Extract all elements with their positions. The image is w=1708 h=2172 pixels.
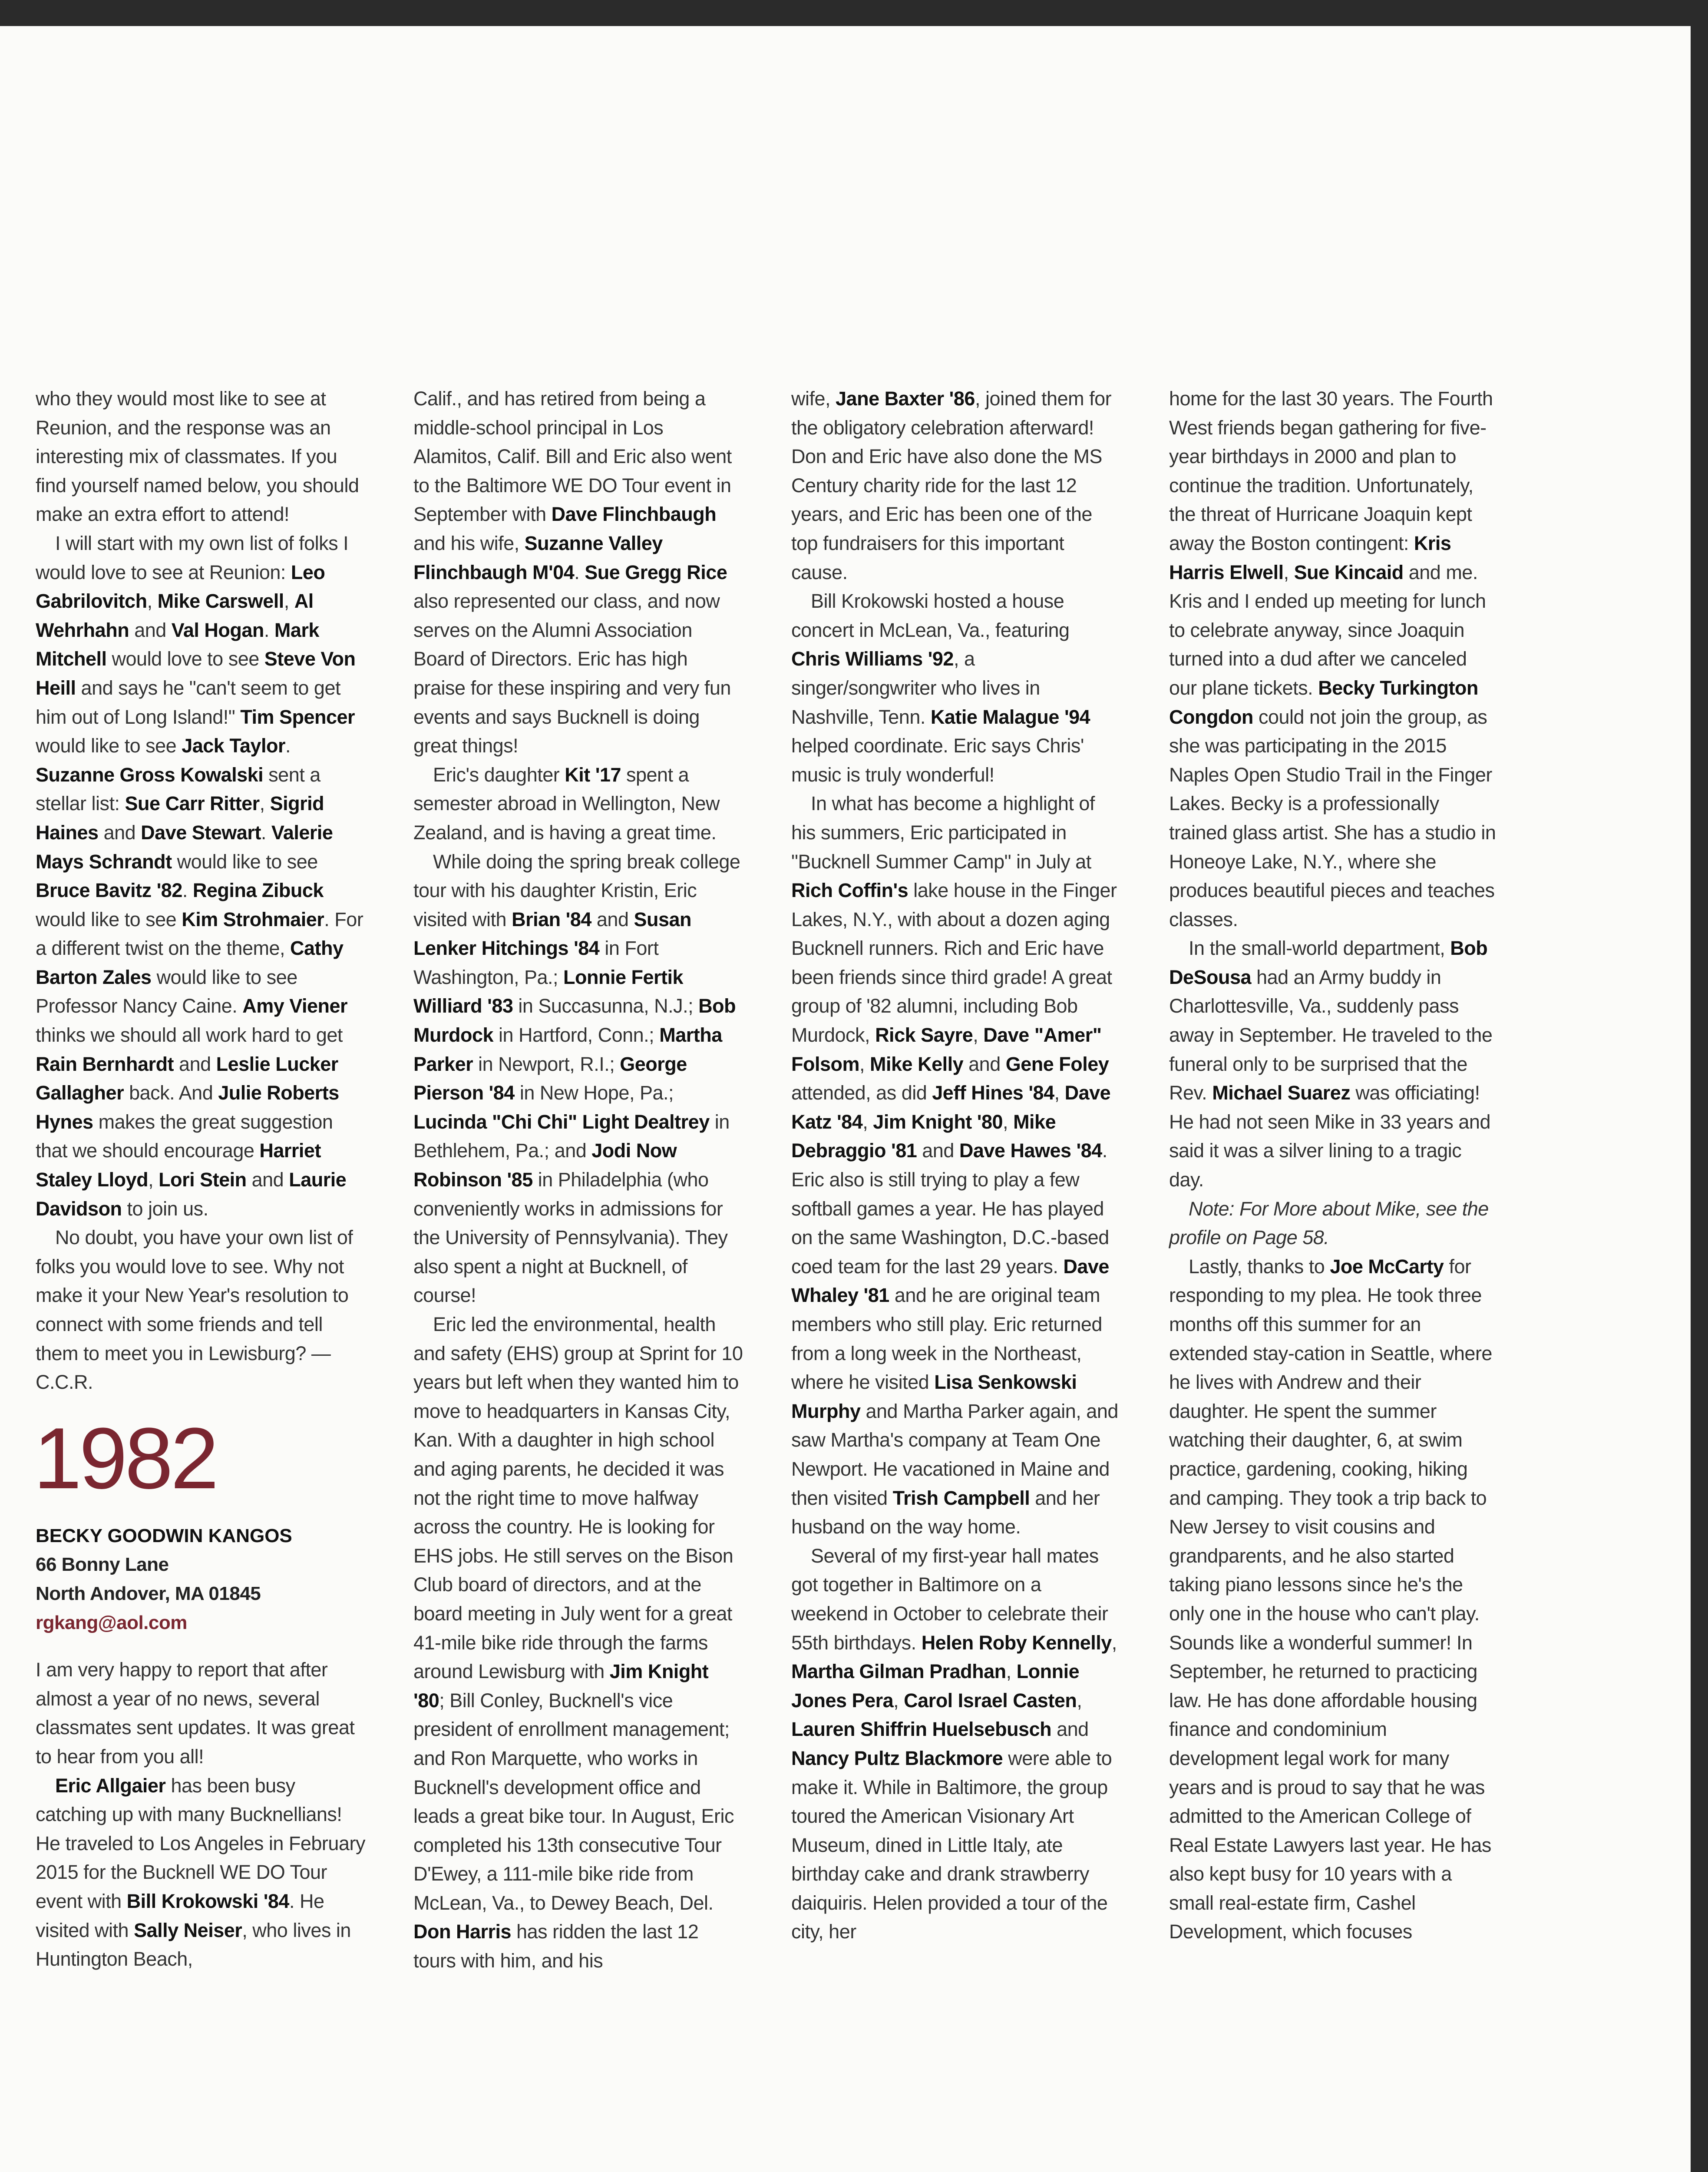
text-run: in Philadelphia (who conveniently works in admissions for the University of Pennsylvania). They also spent a night at Bucknell, of course! bbox=[413, 1169, 728, 1307]
text-run: , bbox=[893, 1689, 904, 1712]
classmate-name: Brian '84 bbox=[512, 908, 591, 930]
text-run: would like to see Professor Nancy Caine. bbox=[36, 966, 297, 1017]
classmate-name: Regina Zibuck bbox=[192, 879, 324, 902]
text-run: to join us. bbox=[122, 1197, 208, 1220]
paragraph bbox=[413, 1310, 743, 1976]
text-run: also represented our class, and now serves on the Alumni Association Board of Directors. Eric has high praise for these inspiring and very fun events and says Bucknell is doing great things! bbox=[413, 590, 731, 757]
text-run: had an Army buddy in Charlottesville, Va., suddenly pass away in September. He traveled to the funeral only to be surprised that the Rev. bbox=[1169, 966, 1493, 1104]
text-run: and bbox=[917, 1139, 959, 1162]
classmate-name: Amy Viener bbox=[242, 995, 348, 1017]
text-run: , bbox=[284, 590, 294, 613]
classmate-name: Mike Carswell bbox=[157, 590, 284, 613]
text-run: , bbox=[1283, 561, 1294, 583]
paragraph bbox=[1169, 934, 1499, 1194]
class-reporter-street: 66 Bonny Lane bbox=[36, 1554, 169, 1576]
paragraph bbox=[791, 384, 1121, 587]
paragraph bbox=[36, 1655, 366, 1771]
text-run: . bbox=[182, 879, 193, 902]
column-2 bbox=[413, 384, 743, 1976]
classmate-name: Steve Von Heill bbox=[36, 648, 356, 699]
text-run: . He visited with bbox=[36, 1890, 324, 1941]
classmate-name: Eric Allgaier bbox=[55, 1774, 166, 1797]
classmate-name: Lauren Shiffrin Huelsebusch bbox=[791, 1718, 1052, 1741]
classmate-name: Lucinda "Chi Chi" Light Dealtrey bbox=[413, 1110, 710, 1133]
classmate-name: Valerie Mays Schrandt bbox=[36, 821, 333, 873]
text-run: has been busy catching up with many Bucknellians! He traveled to Los Angeles in February 2015 for the Bucknell WE DO Tour event with bbox=[36, 1774, 365, 1912]
text-run: and his wife, bbox=[413, 532, 525, 554]
classmate-name: Kit '17 bbox=[565, 763, 621, 786]
paragraph bbox=[791, 789, 1121, 1541]
classmate-name: Bruce Bavitz '82 bbox=[36, 879, 182, 902]
text-run: While doing the spring break college tour with his daughter Kristin, Eric visited with bbox=[413, 850, 740, 930]
classmate-name: Katie Malague '94 bbox=[930, 705, 1090, 728]
classmate-name: Kris Harris Elwell bbox=[1169, 532, 1451, 583]
paragraph bbox=[791, 587, 1121, 789]
classmate-name: Carol Israel Casten bbox=[904, 1689, 1077, 1712]
text-run: sent a stellar list: bbox=[36, 763, 320, 815]
text-run: , bbox=[1054, 1082, 1065, 1104]
text-run: . bbox=[574, 561, 585, 583]
text-run: , who lives in Huntington Beach, bbox=[36, 1919, 351, 1970]
column-2-text bbox=[413, 384, 743, 1976]
column-4 bbox=[1169, 384, 1499, 1947]
text-run: in Fort Washington, Pa.; bbox=[413, 937, 659, 988]
text-run: Lastly, thanks to bbox=[1189, 1255, 1330, 1278]
text-run: ; Bill Conley, Bucknell's vice president of enrollment management; and Ron Marquette, who works in Bucknell's development office and leads a great bike tour. In August, Eric completed his 13th consecutive Tour D'Ewey, a 111-mile bike ride from McLean, Va., to Dewey Beach, Del. bbox=[413, 1689, 734, 1914]
paragraph bbox=[36, 1223, 366, 1397]
classmate-name: Tim Spencer bbox=[240, 705, 355, 728]
text-run: . Eric also is still trying to play a few softball games a year. He has played on the same Washington, D.C.-based coed team for the last 29 years. bbox=[791, 1139, 1109, 1278]
text-run: , bbox=[1111, 1631, 1117, 1654]
text-run: In the small-world department, bbox=[1189, 937, 1450, 960]
text-run: and bbox=[591, 908, 634, 930]
classmate-name: Harriet Staley Lloyd bbox=[36, 1139, 321, 1191]
text-run: No doubt, you have your own list of folks you would love to see. Why not make it your New Year's resolution to connect with some friends and tell them to meet you in Lewisburg? — C.C.R. bbox=[36, 1226, 353, 1394]
classmate-name: Mike Debraggio '81 bbox=[791, 1110, 1056, 1162]
text-run: in Bethlehem, Pa.; and bbox=[413, 1110, 730, 1162]
classmate-name: Martha Parker bbox=[413, 1024, 722, 1075]
text-run: and Martha Parker again, and saw Martha's company at Team One Newport. He vacationed in Maine and then visited bbox=[791, 1400, 1118, 1509]
classmate-name: Dave Hawes '84 bbox=[959, 1139, 1102, 1162]
text-run: in Newport, R.I.; bbox=[473, 1053, 620, 1075]
classmate-name: Rich Coffin's bbox=[791, 879, 909, 902]
classmate-name: Sally Neiser bbox=[134, 1919, 242, 1941]
classmate-name: Jodi Now Robinson '85 bbox=[413, 1139, 677, 1191]
classmate-name: George Pierson '84 bbox=[413, 1053, 687, 1104]
text-run: spent a semester abroad in Wellington, New Zealand, and is having a great time. bbox=[413, 763, 720, 844]
classmate-name: Chris Williams '92 bbox=[791, 648, 954, 670]
text-run: , bbox=[973, 1024, 984, 1046]
paragraph bbox=[413, 848, 743, 1311]
classmate-name: Dave Whaley '81 bbox=[791, 1255, 1109, 1307]
paragraph bbox=[1169, 384, 1499, 934]
text-run: , joined them for the obligatory celebration afterward! Don and Eric have also done the MS Century charity ride for the last 12 years, and Eric has been one of the top fundraisers for this important cause. bbox=[791, 387, 1112, 583]
classmate-name: Mark Mitchell bbox=[36, 619, 319, 670]
column-3-text bbox=[791, 384, 1121, 1947]
paragraph bbox=[1169, 1252, 1499, 1947]
classmate-name: Bill Krokowski '84 bbox=[126, 1890, 289, 1912]
text-run: Eric led the environmental, health and safety (EHS) group at Sprint for 10 years but left when they wanted him to move to headquarters in Kansas City, Kan. With a daughter in high school and aging parents, he decided it was not the right time to move halfway across the country. He is looking for EHS jobs. He still serves on the Bison Club board of directors, and at the board meeting in July went for a great 41-mile bike ride through the farms around Lewisburg with bbox=[413, 1313, 743, 1683]
text-run: home for the last 30 years. The Fourth West friends began gathering for five-year birthdays in 2000 and plan to continue the tradition. Unfortunately, the threat of Hurricane Joaquin kept away the Boston contingent: bbox=[1169, 387, 1493, 554]
column-1 bbox=[33, 384, 366, 1974]
paragraph bbox=[36, 1771, 366, 1974]
column-4-text bbox=[1169, 384, 1499, 1947]
column-1-text-continued bbox=[36, 1655, 366, 1974]
text-run: In what has become a highlight of his summers, Eric participated in "Bucknell Summer Camp" in July at bbox=[791, 792, 1095, 873]
text-run: wife, bbox=[791, 387, 836, 410]
text-run: , bbox=[148, 1169, 159, 1191]
paragraph bbox=[791, 1542, 1121, 1947]
text-run: and bbox=[98, 821, 141, 844]
classmate-name: Don Harris bbox=[413, 1920, 512, 1943]
text-run: Calif., and has retired from being a middle-school principal in Los Alamitos, Calif. Bill and Eric also went to the Baltimore WE DO Tour event in September with bbox=[413, 387, 732, 526]
classmate-name: Martha Gilman Pradhan bbox=[791, 1660, 1006, 1683]
text-run: and he are original team members who still play. Eric returned from a long week in the Northeast, where he visited bbox=[791, 1284, 1102, 1394]
classmate-name: Sue Carr Ritter bbox=[125, 792, 260, 815]
classmate-name: Al Wehrhahn bbox=[36, 590, 314, 641]
classmate-name: Susan Lenker Hitchings '84 bbox=[413, 908, 692, 960]
text-run: and bbox=[963, 1053, 1006, 1075]
text-run: . bbox=[264, 619, 274, 641]
text-run: has ridden the last 12 tours with him, and his bbox=[413, 1920, 699, 1972]
text-run: I will start with my own list of folks I would love to see at Reunion: bbox=[36, 532, 349, 583]
text-run: attended, as did bbox=[791, 1082, 932, 1104]
paragraph bbox=[36, 384, 366, 529]
text-run: was officiating! He had not seen Mike in 33 years and said it was a silver lining to a tragic day. bbox=[1169, 1082, 1490, 1191]
text-run: for responding to my plea. He took three months off this summer for an extended stay-cation in Seattle, where he lives with Andrew and their daughter. He spent the summer watching their daughter, 6, at swim practice, gardening, cooking, hiking and camping. They took a trip back to New Jersey to visit cousins and grandparents, and he also started taking piano lessons since he's the only one in the house who can't play. Sounds like a wonderful summer! In September, he returned to practicing law. He has done affordable housing finance and condominium development legal work for many years and is proud to say that he was admitted to the American College of Real Estate Lawyers last year. He has also kept busy for 10 years with a small real-estate firm, Cashel Development, which focuses bbox=[1169, 1255, 1492, 1943]
text-run: were able to make it. While in Baltimore, the group toured the American Visionary Art Museum, dined in Little Italy, ate birthday cake and drank strawberry daiquiris. Helen provided a tour of the city, her bbox=[791, 1747, 1112, 1943]
paragraph bbox=[413, 761, 743, 848]
text-run: makes the great suggestion that we should encourage bbox=[36, 1110, 333, 1162]
column-1-text bbox=[36, 384, 366, 1397]
column-3 bbox=[791, 384, 1121, 1947]
classmate-name: Bob Murdock bbox=[413, 995, 736, 1046]
class-year: 1982 bbox=[33, 1410, 216, 1507]
paragraph bbox=[36, 529, 366, 1223]
text-run: and bbox=[174, 1053, 216, 1075]
scan-right-border bbox=[1691, 26, 1708, 2172]
classmate-name: Jeff Hines '84 bbox=[932, 1082, 1054, 1104]
text-run: helped coordinate. Eric says Chris' music is truly wonderful! bbox=[791, 735, 1084, 786]
classmate-name: Sue Kincaid bbox=[1294, 561, 1404, 583]
paragraph bbox=[1169, 1195, 1499, 1252]
classmate-name: Jim Knight '80 bbox=[873, 1110, 1003, 1133]
classmate-name: Cathy Barton Zales bbox=[36, 937, 344, 988]
classmate-name: Rain Bernhardt bbox=[36, 1053, 174, 1075]
text-run: , bbox=[1077, 1689, 1082, 1712]
text-run: . bbox=[261, 821, 271, 844]
text-run: could not join the group, as she was participating in the 2015 Naples Open Studio Trail in the Finger Lakes. Becky is a professionally trained glass artist. She has a studio in Honeoye Lake, N.Y., where she produces beautiful pieces and teaches classes. bbox=[1169, 705, 1496, 930]
text-run: . bbox=[285, 735, 291, 757]
classmate-name: Dave Katz '84 bbox=[791, 1082, 1111, 1133]
classmate-name: Suzanne Gross Kowalski bbox=[36, 763, 264, 786]
class-1982-header bbox=[33, 1410, 366, 1637]
classmate-name: Dave "Amer" Folsom bbox=[791, 1024, 1102, 1075]
text-run: . For a different twist on the theme, bbox=[36, 908, 363, 960]
text-run: and bbox=[129, 619, 172, 641]
text-run: , bbox=[862, 1110, 873, 1133]
classmate-name: Suzanne Valley Flinchbaugh M'04 bbox=[413, 532, 663, 583]
text-run: would like to see bbox=[36, 908, 182, 930]
text-run: would like to see bbox=[36, 735, 182, 757]
classmate-name: Gene Foley bbox=[1005, 1053, 1109, 1075]
classmate-name: Trish Campbell bbox=[892, 1487, 1030, 1509]
text-run: I am very happy to report that after almost a year of no news, several classmates sent updates. It was great to hear from you all! bbox=[36, 1659, 355, 1768]
text-run: would love to see bbox=[106, 648, 264, 670]
scan-top-border bbox=[0, 0, 1708, 26]
text-run: and says he "can't seem to get him out of Long Island!" bbox=[36, 676, 340, 728]
classmate-name: Jack Taylor bbox=[182, 735, 286, 757]
classmate-name: Dave Stewart bbox=[141, 821, 261, 844]
classmate-name: Sue Gregg Rice bbox=[585, 561, 727, 583]
text-run: in New Hope, Pa.; bbox=[514, 1082, 674, 1104]
editor-note: Note: For More about Mike, see the profile on Page 58. bbox=[1169, 1197, 1489, 1249]
text-run: back. And bbox=[124, 1082, 218, 1104]
text-run: in Succasunna, N.J.; bbox=[513, 995, 699, 1017]
paragraph bbox=[413, 384, 743, 761]
text-run: , bbox=[1006, 1660, 1017, 1683]
classmate-name: Helen Roby Kennelly bbox=[921, 1631, 1112, 1654]
text-run: , bbox=[1003, 1110, 1014, 1133]
text-run: in Hartford, Conn.; bbox=[493, 1024, 660, 1046]
classmate-name: Val Hogan bbox=[171, 619, 264, 641]
classmate-name: Lisa Senkowski Murphy bbox=[791, 1371, 1077, 1422]
classmate-name: Sigrid Haines bbox=[36, 792, 324, 844]
class-reporter-city: North Andover, MA 01845 bbox=[36, 1583, 261, 1604]
classmate-name: Julie Roberts Hynes bbox=[36, 1082, 339, 1133]
classmate-name: Leo Gabrilovitch bbox=[36, 561, 325, 613]
classmate-name: Lonnie Jones Pera bbox=[791, 1660, 1080, 1712]
text-run: , bbox=[859, 1053, 870, 1075]
classmate-name: Rick Sayre bbox=[875, 1024, 973, 1046]
text-run: , a singer/songwriter who lives in Nashville, Tenn. bbox=[791, 648, 1040, 728]
text-run: who they would most like to see at Reunion, and the response was an interesting mix of classmates. If you find yourself named below, you should make an extra effort to attend! bbox=[36, 387, 359, 526]
classmate-name: Michael Suarez bbox=[1212, 1082, 1351, 1104]
classmate-name: Lori Stein bbox=[159, 1169, 247, 1191]
text-run: Eric's daughter bbox=[433, 763, 565, 786]
text-run: , bbox=[147, 590, 158, 613]
text-run: and me. Kris and I ended up meeting for lunch to celebrate anyway, since Joaquin turned into a dud after we canceled our plane tickets. bbox=[1169, 561, 1486, 699]
text-run: and bbox=[246, 1169, 289, 1191]
classmate-name: Bob DeSousa bbox=[1169, 937, 1488, 988]
text-run: and bbox=[1051, 1718, 1089, 1741]
text-run: , bbox=[259, 792, 270, 815]
text-run: thinks we should all work hard to get bbox=[36, 1024, 343, 1046]
classmate-name: Leslie Lucker Gallagher bbox=[36, 1053, 338, 1104]
classmate-name: Joe McCarty bbox=[1330, 1255, 1444, 1278]
classmate-name: Nancy Pultz Blackmore bbox=[791, 1747, 1003, 1769]
classmate-name: Jane Baxter '86 bbox=[836, 387, 975, 410]
classmate-name: Becky Turkington Congdon bbox=[1169, 676, 1478, 728]
classmate-name: Mike Kelly bbox=[870, 1053, 964, 1075]
classmate-name: Laurie Davidson bbox=[36, 1169, 347, 1220]
class-reporter-email[interactable]: rgkang@aol.com bbox=[36, 1612, 187, 1633]
classmate-name: Lonnie Fertik Williard '83 bbox=[413, 966, 684, 1017]
text-run: and her husband on the way home. bbox=[791, 1487, 1100, 1538]
text-run: Several of my first-year hall mates got together in Baltimore on a weekend in October to celebrate their 55th birthdays. bbox=[791, 1544, 1108, 1654]
classmate-name: Kim Strohmaier bbox=[182, 908, 324, 930]
text-run: lake house in the Finger Lakes, N.Y., with about a dozen aging Bucknell runners. Rich and Eric have been friends since third grade! A great group of '82 alumni, including Bob Murdock, bbox=[791, 879, 1117, 1046]
classmate-name: Dave Flinchbaugh bbox=[551, 503, 717, 526]
text-run: would like to see bbox=[172, 850, 318, 873]
classmate-name: Jim Knight '80 bbox=[413, 1660, 709, 1712]
class-reporter-name: BECKY GOODWIN KANGOS bbox=[36, 1525, 292, 1546]
text-run: Bill Krokowski hosted a house concert in McLean, Va., featuring bbox=[791, 590, 1070, 641]
